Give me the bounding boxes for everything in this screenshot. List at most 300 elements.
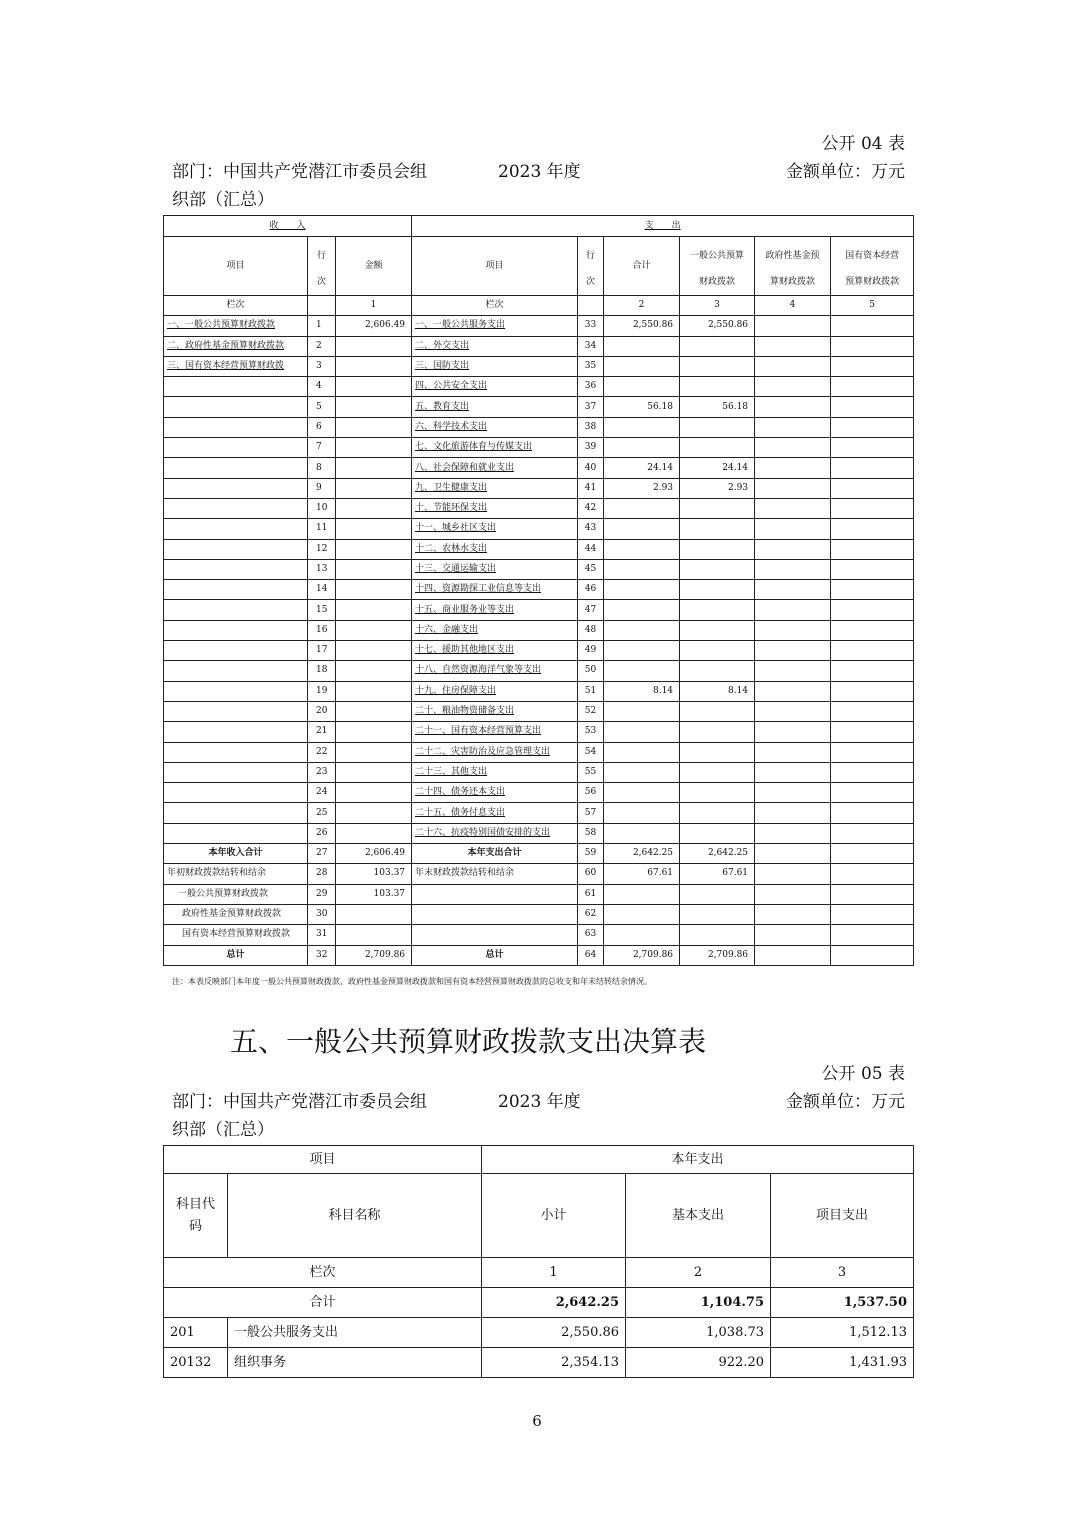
t5-subtotal-header: 小计 xyxy=(482,1174,626,1258)
t5-subtotal: 2,354.13 xyxy=(482,1348,626,1378)
income-row-no-header: 行 次 xyxy=(308,237,336,296)
table-row xyxy=(164,519,914,539)
expense-item-header: 项目 xyxy=(412,237,578,296)
state-cap-cell xyxy=(831,478,914,498)
grand-total-row xyxy=(164,945,914,965)
expense-item: 八、社会保障和就业支出 xyxy=(412,458,578,478)
state-cap-cell xyxy=(831,641,914,661)
expense-total: 8.14 xyxy=(604,681,680,701)
state-cap-cell xyxy=(831,783,914,803)
col-4: 4 xyxy=(755,296,831,316)
row-no: 48 xyxy=(578,620,604,640)
income-amount xyxy=(336,377,412,397)
table05 xyxy=(163,1145,914,1378)
expense-general xyxy=(680,620,755,640)
table05-code: 公开 05 表 xyxy=(821,1064,905,1084)
row-no: 24 xyxy=(308,783,336,803)
expense-general xyxy=(680,661,755,681)
table05-year: 2023 年度 xyxy=(498,1092,581,1112)
gov-fund-cell xyxy=(755,803,831,823)
begin-general-amount: 103.37 xyxy=(336,884,412,904)
income-amount xyxy=(336,681,412,701)
state-cap-cell xyxy=(831,519,914,539)
table-row xyxy=(164,722,914,742)
expense-item: 二十六、抗疫特别国债安排的支出 xyxy=(412,823,578,843)
income-amount xyxy=(336,600,412,620)
t5-subject-name-header: 科目名称 xyxy=(228,1174,482,1258)
expense-total-label: 本年支出合计 xyxy=(412,844,578,864)
income-amount xyxy=(336,458,412,478)
income-amount xyxy=(336,498,412,518)
expense-item: 十五、商业服务业等支出 xyxy=(412,600,578,620)
income-item xyxy=(164,580,308,600)
income-amount xyxy=(336,417,412,437)
income-item xyxy=(164,417,308,437)
income-item xyxy=(164,641,308,661)
expense-item: 十二、农林水支出 xyxy=(412,539,578,559)
grand-total-label-right: 总计 xyxy=(412,945,578,965)
begin-balance-label: 年初财政拨款结转和结余 xyxy=(164,864,308,884)
t5-total-row xyxy=(164,1288,914,1318)
row-no: 17 xyxy=(308,641,336,661)
table-row xyxy=(164,1348,914,1378)
table-row xyxy=(164,661,914,681)
grand-total-expense: 2,709.86 xyxy=(604,945,680,965)
row-no: 2 xyxy=(308,336,336,356)
row-no: 16 xyxy=(308,620,336,640)
t5-name: 组织事务 xyxy=(228,1348,482,1378)
table04 xyxy=(163,215,914,966)
row-no: 15 xyxy=(308,600,336,620)
expense-general: 2.93 xyxy=(680,478,755,498)
expense-item: 九、卫生健康支出 xyxy=(412,478,578,498)
income-item xyxy=(164,620,308,640)
table-row xyxy=(164,823,914,843)
income-item xyxy=(164,783,308,803)
expense-item: 十七、援助其他地区支出 xyxy=(412,641,578,661)
gov-fund-cell xyxy=(755,823,831,843)
state-cap-cell xyxy=(831,539,914,559)
table04-dept-line1: 部门：中国共产党潜江市委员会组 xyxy=(172,162,427,182)
row-no: 53 xyxy=(578,722,604,742)
income-amount xyxy=(336,336,412,356)
row-no: 30 xyxy=(308,904,336,924)
income-amount xyxy=(336,620,412,640)
expense-item: 五、教育支出 xyxy=(412,397,578,417)
gov-fund-cell xyxy=(755,783,831,803)
row-no: 44 xyxy=(578,539,604,559)
expense-general: 8.14 xyxy=(680,681,755,701)
expense-item: 二十五、债务付息支出 xyxy=(412,803,578,823)
expense-general: 24.14 xyxy=(680,458,755,478)
gov-fund-cell xyxy=(755,559,831,579)
end-balance-label: 年末财政拨款结转和结余 xyxy=(412,864,578,884)
income-amount xyxy=(336,762,412,782)
gov-fund-cell xyxy=(755,701,831,721)
expense-total xyxy=(604,600,680,620)
table-row xyxy=(164,803,914,823)
income-amount xyxy=(336,539,412,559)
expense-general xyxy=(680,722,755,742)
t5-subtotal: 2,550.86 xyxy=(482,1318,626,1348)
income-item xyxy=(164,681,308,701)
table04-unit: 金额单位：万元 xyxy=(786,162,905,182)
row-no: 37 xyxy=(578,397,604,417)
expense-total xyxy=(604,823,680,843)
gov-fund-cell xyxy=(755,519,831,539)
row-no: 19 xyxy=(308,681,336,701)
income-amount-header: 金额 xyxy=(336,237,412,296)
row-no: 22 xyxy=(308,742,336,762)
table-row xyxy=(164,539,914,559)
col-2: 2 xyxy=(604,296,680,316)
income-item xyxy=(164,458,308,478)
begin-gov-fund-row xyxy=(164,904,914,924)
expense-general xyxy=(680,580,755,600)
gov-fund-cell xyxy=(755,478,831,498)
row-no: 27 xyxy=(308,844,336,864)
expense-total: 24.14 xyxy=(604,458,680,478)
begin-gov-fund-label: 政府性基金预算财政拨款 xyxy=(164,904,308,924)
table-row xyxy=(164,1318,914,1348)
income-item xyxy=(164,539,308,559)
t5-basic-header: 基本支出 xyxy=(626,1174,771,1258)
income-amount xyxy=(336,580,412,600)
row-no: 10 xyxy=(308,498,336,518)
row-no: 13 xyxy=(308,559,336,579)
table-row xyxy=(164,438,914,458)
table-row xyxy=(164,478,914,498)
gov-fund-header: 政府性基金预 算财政拨款 xyxy=(755,237,831,296)
expense-item: 六、科学技术支出 xyxy=(412,417,578,437)
table-row xyxy=(164,742,914,762)
row-no: 18 xyxy=(308,661,336,681)
state-cap-cell xyxy=(831,580,914,600)
expense-general: 56.18 xyxy=(680,397,755,417)
state-cap-cell xyxy=(831,458,914,478)
row-no: 47 xyxy=(578,600,604,620)
income-amount xyxy=(336,803,412,823)
income-amount xyxy=(336,661,412,681)
row-no: 64 xyxy=(578,945,604,965)
begin-general-row xyxy=(164,884,914,904)
table-row xyxy=(164,620,914,640)
income-item xyxy=(164,478,308,498)
t5-code: 201 xyxy=(164,1318,228,1348)
income-item xyxy=(164,377,308,397)
expense-total xyxy=(604,783,680,803)
table05-title: 五、一般公共预算财政拨款支出决算表 xyxy=(229,1025,706,1058)
t5-project: 1,512.13 xyxy=(771,1318,914,1348)
row-no: 3 xyxy=(308,356,336,376)
row-no: 32 xyxy=(308,945,336,965)
t5-code-header: 科目代 码 xyxy=(164,1174,228,1258)
expense-total xyxy=(604,762,680,782)
expense-item: 三、国防支出 xyxy=(412,356,578,376)
expense-total xyxy=(604,641,680,661)
row-no: 12 xyxy=(308,539,336,559)
row-no: 29 xyxy=(308,884,336,904)
expense-total xyxy=(604,742,680,762)
table-row xyxy=(164,783,914,803)
income-amount xyxy=(336,701,412,721)
row-no: 57 xyxy=(578,803,604,823)
expense-col-label: 栏次 xyxy=(412,296,578,316)
expense-general xyxy=(680,823,755,843)
t5-code: 20132 xyxy=(164,1348,228,1378)
income-item xyxy=(164,498,308,518)
income-item xyxy=(164,600,308,620)
expense-item: 二十二、灾害防治及应急管理支出 xyxy=(412,742,578,762)
expense-item: 二十、粮油物资储备支出 xyxy=(412,701,578,721)
t5-project: 1,431.93 xyxy=(771,1348,914,1378)
table04-note: 注：本表反映部门本年度一般公共预算财政拨款、政府性基金预算财政拨款和国有资本经营预算财政拨款的总收支和年末结转结余情况。 xyxy=(172,977,652,986)
row-no: 55 xyxy=(578,762,604,782)
row-no: 60 xyxy=(578,864,604,884)
row-no: 31 xyxy=(308,925,336,945)
page-number: 6 xyxy=(532,1412,542,1430)
income-item xyxy=(164,661,308,681)
gov-fund-cell xyxy=(755,600,831,620)
income-item xyxy=(164,762,308,782)
expense-item: 二十三、其他支出 xyxy=(412,762,578,782)
table-row xyxy=(164,316,914,336)
income-total-label: 本年收入合计 xyxy=(164,844,308,864)
expense-total-general: 2,642.25 xyxy=(680,844,755,864)
begin-state-cap-label: 国有资本经营预算财政拨款 xyxy=(164,925,308,945)
income-col-label: 栏次 xyxy=(164,296,308,316)
expense-item: 十八、自然资源海洋气象等支出 xyxy=(412,661,578,681)
expense-general xyxy=(680,519,755,539)
gov-fund-cell xyxy=(755,336,831,356)
row-no: 59 xyxy=(578,844,604,864)
expense-item: 二十四、债务还本支出 xyxy=(412,783,578,803)
expense-total xyxy=(604,803,680,823)
expense-item: 七、文化旅游体育与传媒支出 xyxy=(412,438,578,458)
expense-total xyxy=(604,620,680,640)
expense-total-amount: 2,642.25 xyxy=(604,844,680,864)
gov-fund-cell xyxy=(755,620,831,640)
income-amount xyxy=(336,438,412,458)
state-cap-cell xyxy=(831,336,914,356)
income-item: 三、国有资本经营预算财政拨 xyxy=(164,356,308,376)
state-cap-cell xyxy=(831,681,914,701)
expense-general xyxy=(680,701,755,721)
income-amount xyxy=(336,397,412,417)
row-no: 28 xyxy=(308,864,336,884)
row-no: 23 xyxy=(308,762,336,782)
table-row xyxy=(164,498,914,518)
income-item xyxy=(164,438,308,458)
row-no: 63 xyxy=(578,925,604,945)
expense-total: 56.18 xyxy=(604,397,680,417)
table04-dept-line2: 织部（汇总） xyxy=(172,190,274,210)
gov-fund-cell xyxy=(755,661,831,681)
table04-year: 2023 年度 xyxy=(498,162,581,182)
row-no: 58 xyxy=(578,823,604,843)
table-row xyxy=(164,681,914,701)
gov-fund-cell xyxy=(755,539,831,559)
begin-balance-amount: 103.37 xyxy=(336,864,412,884)
expense-item: 十、节能环保支出 xyxy=(412,498,578,518)
state-cap-cell xyxy=(831,498,914,518)
expense-general xyxy=(680,377,755,397)
state-cap-cell xyxy=(831,762,914,782)
table-row xyxy=(164,417,914,437)
expense-item: 二、外交支出 xyxy=(412,336,578,356)
gov-fund-cell xyxy=(755,438,831,458)
row-no: 11 xyxy=(308,519,336,539)
gov-fund-cell xyxy=(755,417,831,437)
gov-fund-cell xyxy=(755,377,831,397)
expense-item: 十一、城乡社区支出 xyxy=(412,519,578,539)
income-total-row xyxy=(164,844,914,864)
t5-total-subtotal: 2,642.25 xyxy=(482,1288,626,1318)
gov-fund-cell xyxy=(755,681,831,701)
table-row xyxy=(164,641,914,661)
income-amount xyxy=(336,722,412,742)
income-amount: 2,606.49 xyxy=(336,316,412,336)
income-item xyxy=(164,559,308,579)
row-no: 1 xyxy=(308,316,336,336)
table-row xyxy=(164,580,914,600)
row-no: 51 xyxy=(578,681,604,701)
row-no: 21 xyxy=(308,722,336,742)
state-cap-cell xyxy=(831,803,914,823)
expense-total xyxy=(604,356,680,376)
expense-general xyxy=(680,356,755,376)
end-balance-general: 67.61 xyxy=(680,864,755,884)
row-no: 54 xyxy=(578,742,604,762)
expense-general xyxy=(680,600,755,620)
expense-item: 二十一、国有资本经营预算支出 xyxy=(412,722,578,742)
gov-fund-cell xyxy=(755,762,831,782)
expense-general xyxy=(680,336,755,356)
income-total-amount: 2,606.49 xyxy=(336,844,412,864)
grand-total-label: 总计 xyxy=(164,945,308,965)
row-no: 34 xyxy=(578,336,604,356)
gov-fund-cell xyxy=(755,316,831,336)
expense-total xyxy=(604,661,680,681)
col-1: 1 xyxy=(336,296,412,316)
expense-total xyxy=(604,498,680,518)
expense-total: 2.93 xyxy=(604,478,680,498)
t5-total-basic: 1,104.75 xyxy=(626,1288,771,1318)
expense-general xyxy=(680,762,755,782)
expense-total xyxy=(604,539,680,559)
row-no: 43 xyxy=(578,519,604,539)
t5-basic: 922.20 xyxy=(626,1348,771,1378)
row-no: 6 xyxy=(308,417,336,437)
state-cap-cell xyxy=(831,620,914,640)
row-no: 35 xyxy=(578,356,604,376)
state-cap-cell xyxy=(831,438,914,458)
income-item xyxy=(164,701,308,721)
table04-code: 公开 04 表 xyxy=(821,134,905,154)
income-amount xyxy=(336,356,412,376)
row-no: 4 xyxy=(308,377,336,397)
gov-fund-cell xyxy=(755,742,831,762)
row-no: 36 xyxy=(578,377,604,397)
gov-fund-cell xyxy=(755,458,831,478)
expense-general xyxy=(680,539,755,559)
row-no: 14 xyxy=(308,580,336,600)
row-no: 45 xyxy=(578,559,604,579)
balance-row xyxy=(164,864,914,884)
state-cap-cell xyxy=(831,377,914,397)
expense-general xyxy=(680,783,755,803)
row-no: 20 xyxy=(308,701,336,721)
expense-general xyxy=(680,438,755,458)
table-row xyxy=(164,559,914,579)
gov-fund-cell xyxy=(755,580,831,600)
expense-total xyxy=(604,336,680,356)
income-item-header: 项目 xyxy=(164,237,308,296)
t5-name: 一般公共服务支出 xyxy=(228,1318,482,1348)
row-no: 40 xyxy=(578,458,604,478)
table-row xyxy=(164,701,914,721)
grand-total-general: 2,709.86 xyxy=(680,945,755,965)
col-3: 3 xyxy=(680,296,755,316)
table-row xyxy=(164,356,914,376)
t5-basic: 1,038.73 xyxy=(626,1318,771,1348)
state-cap-cell xyxy=(831,661,914,681)
income-amount xyxy=(336,641,412,661)
table05-unit: 金额单位：万元 xyxy=(786,1092,905,1112)
row-no: 8 xyxy=(308,458,336,478)
row-no: 56 xyxy=(578,783,604,803)
income-item xyxy=(164,397,308,417)
expense-item: 一、一般公共服务支出 xyxy=(412,316,578,336)
t5-total-label: 合计 xyxy=(164,1288,482,1318)
expense-item: 十三、交通运输支出 xyxy=(412,559,578,579)
expense-total xyxy=(604,519,680,539)
table-row xyxy=(164,377,914,397)
expense-total xyxy=(604,438,680,458)
t5-col-1: 1 xyxy=(482,1258,626,1288)
row-no: 7 xyxy=(308,438,336,458)
expense-general xyxy=(680,559,755,579)
state-cap-cell xyxy=(831,559,914,579)
general-budget-header: 一般公共预算 财政拨款 xyxy=(680,237,755,296)
table05-dept-line1: 部门：中国共产党潜江市委员会组 xyxy=(172,1092,427,1112)
row-no: 52 xyxy=(578,701,604,721)
end-balance-total: 67.61 xyxy=(604,864,680,884)
row-no: 41 xyxy=(578,478,604,498)
expense-total xyxy=(604,377,680,397)
income-amount xyxy=(336,783,412,803)
income-header: 收 入 xyxy=(164,216,412,237)
state-cap-cell xyxy=(831,316,914,336)
begin-state-cap-row xyxy=(164,925,914,945)
state-cap-cell xyxy=(831,701,914,721)
row-no: 61 xyxy=(578,884,604,904)
table05-dept-line2: 织部（汇总） xyxy=(172,1120,274,1140)
state-cap-cell xyxy=(831,742,914,762)
income-amount xyxy=(336,519,412,539)
expense-total xyxy=(604,580,680,600)
row-no: 49 xyxy=(578,641,604,661)
expense-general: 2,550.86 xyxy=(680,316,755,336)
t5-col-label: 栏次 xyxy=(164,1258,482,1288)
expense-item: 十四、资源勘探工业信息等支出 xyxy=(412,580,578,600)
expense-total: 2,550.86 xyxy=(604,316,680,336)
grand-total-amount: 2,709.86 xyxy=(336,945,412,965)
gov-fund-cell xyxy=(755,641,831,661)
t5-current-expense-header: 本年支出 xyxy=(482,1146,914,1174)
expense-row-no-header: 行 次 xyxy=(578,237,604,296)
income-item xyxy=(164,742,308,762)
